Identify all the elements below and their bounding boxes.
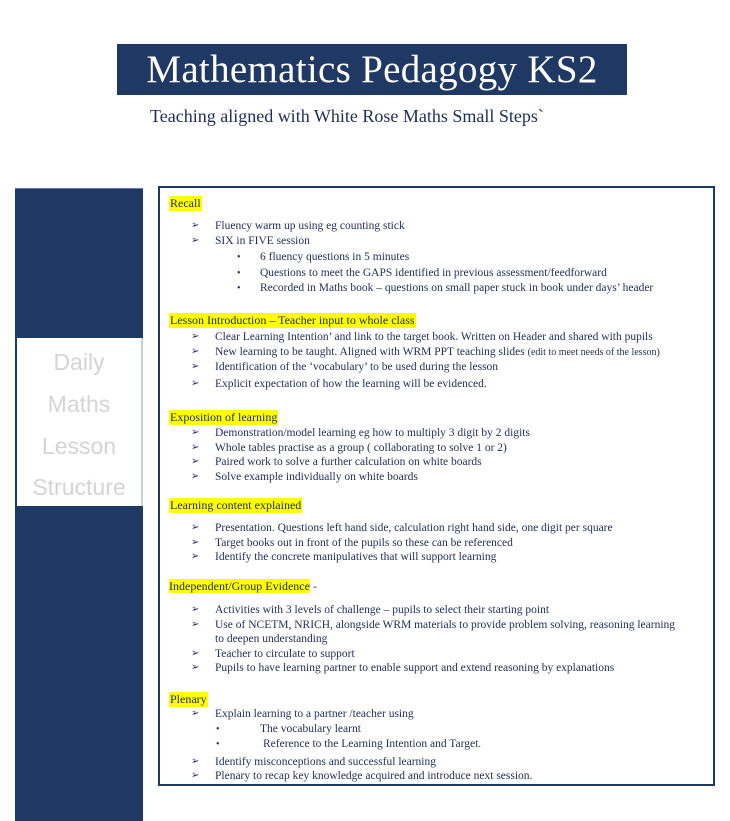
section-heading-plenary: Plenary xyxy=(170,692,207,706)
edit-note: (edit to meet needs of the lesson) xyxy=(527,346,660,358)
arrow-bullet-icon: ➢ xyxy=(191,604,200,615)
section-heading-learning-content: Learning content explained xyxy=(170,498,302,512)
sidebar-word-daily: Daily xyxy=(53,349,105,375)
arrow-bullet-icon: ➢ xyxy=(191,522,200,533)
list-item: ➢ Explain learning to a partner /teacher using xyxy=(191,708,414,720)
arrow-bullet-icon: ➢ xyxy=(191,551,200,563)
sidebar-word-lesson: Lesson xyxy=(41,433,117,459)
sidebar-label-box xyxy=(17,338,143,506)
exposition-list xyxy=(160,426,713,484)
arrow-bullet-icon: ➢ xyxy=(191,770,200,782)
list-item: ➢ Target books out in front of the pupils so these can be referenced xyxy=(191,536,513,549)
introduction-list xyxy=(160,330,713,391)
arrow-bullet-icon: ➢ xyxy=(191,536,200,548)
sidebar-word-structure: Structure xyxy=(32,474,126,500)
arrow-bullet-icon: ➢ xyxy=(191,377,200,389)
sidebar-word-maths: Maths xyxy=(47,391,111,417)
list-item: ➢ Use of NCETM, NRICH, alongside WRM materials to provide problem solving, reasoning learning to deepen understanding xyxy=(191,618,676,646)
section-heading-exposition: Exposition of learning xyxy=(170,410,278,424)
arrow-bullet-icon: ➢ xyxy=(191,456,200,468)
list-item: ➢ Paired work to solve a further calculation on white boards xyxy=(191,456,482,469)
arrow-bullet-icon: ➢ xyxy=(191,647,200,659)
list-item: ➢ Identification of the ‘vocabulary’ to be used during the lesson xyxy=(191,361,499,374)
list-item: ➢ Demonstration/model learning eg how to multiply 3 digit by 2 digits xyxy=(191,427,530,439)
list-item: ➢ SIX in FIVE session xyxy=(191,234,310,247)
arrow-bullet-icon: ➢ xyxy=(191,345,200,357)
list-item: ➢ Presentation. Questions left hand side, calculation right hand side, one digit per square xyxy=(191,522,613,534)
list-item: ➢ Clear Learning Intention’ and link to the target book. Written on Header and shared with pupils xyxy=(191,331,653,343)
section-heading-introduction: Lesson Introduction – Teacher input to whole class xyxy=(170,313,415,327)
arrow-bullet-icon: ➢ xyxy=(191,427,200,438)
arrow-bullet-icon: ➢ xyxy=(191,755,200,767)
arrow-bullet-icon: ➢ xyxy=(191,361,200,373)
sub-list-item: • Recorded in Maths book – questions on small paper stuck in book under days’ header xyxy=(160,281,713,297)
lesson-structure-panel xyxy=(158,186,715,786)
section-heading-independent xyxy=(169,579,317,594)
dot-bullet-icon: • xyxy=(237,267,241,279)
list-item: ➢ Solve example individually on white boards xyxy=(191,470,418,483)
list-item: ➢ Explicit expectation of how the learning will be evidenced. xyxy=(191,377,487,390)
dot-bullet-icon: • xyxy=(216,739,220,751)
list-item: ➢ Identify the concrete manipulatives that will support learning xyxy=(191,551,497,564)
dot-bullet-icon: • xyxy=(237,283,241,295)
list-item: ➢ Identify misconceptions and successful learning xyxy=(191,755,436,768)
sub-list-item: • 6 fluency questions in 5 minutes xyxy=(160,250,713,266)
arrow-bullet-icon: ➢ xyxy=(191,234,200,246)
list-item: ➢ Teacher to circulate to support xyxy=(191,647,355,660)
sub-list-item: • The vocabulary learnt xyxy=(160,722,713,738)
arrow-bullet-icon: ➢ xyxy=(191,220,200,231)
dot-bullet-icon: • xyxy=(216,723,220,735)
sidebar-top-edge xyxy=(15,188,143,189)
list-item: ➢ New learning to be taught. Aligned with WRM PPT teaching slides (edit to meet needs of the lesson) xyxy=(191,345,660,358)
arrow-bullet-icon: ➢ xyxy=(191,441,200,453)
sub-list-item: • Reference to the Learning Intention and Target. xyxy=(160,737,713,753)
plenary-list xyxy=(160,707,713,784)
list-item: ➢ Whole tables practise as a group ( collaborating to solve 1 or 2) xyxy=(191,441,507,454)
arrow-bullet-icon: ➢ xyxy=(191,618,200,630)
independent-heading-text: Independent/Group Evidence xyxy=(169,579,310,593)
learning-content-list xyxy=(160,521,713,565)
list-item: ➢ Fluency warm up using eg counting stick xyxy=(191,220,405,232)
arrow-bullet-icon: ➢ xyxy=(191,331,200,342)
recall-list xyxy=(160,219,713,297)
list-item: ➢ Activities with 3 levels of challenge – pupils to select their starting point xyxy=(191,604,550,616)
dot-bullet-icon: • xyxy=(237,252,241,264)
page-title: Mathematics Pedagogy KS2 xyxy=(117,44,627,95)
independent-list xyxy=(160,603,713,676)
list-item: ➢ Plenary to recap key knowledge acquired and introduce next session. xyxy=(191,770,533,783)
arrow-bullet-icon: ➢ xyxy=(191,662,200,674)
independent-heading-suffix: - xyxy=(309,579,317,593)
page-subtitle: Teaching aligned with White Rose Maths Small Steps` xyxy=(150,106,544,126)
arrow-bullet-icon: ➢ xyxy=(191,708,200,719)
sub-list-item: • Questions to meet the GAPS identified in previous assessment/feedforward xyxy=(160,266,713,282)
list-item: ➢ Pupils to have learning partner to enable support and extend reasoning by explanations xyxy=(191,662,615,675)
section-heading-recall: Recall xyxy=(170,196,201,210)
arrow-bullet-icon: ➢ xyxy=(191,470,200,482)
